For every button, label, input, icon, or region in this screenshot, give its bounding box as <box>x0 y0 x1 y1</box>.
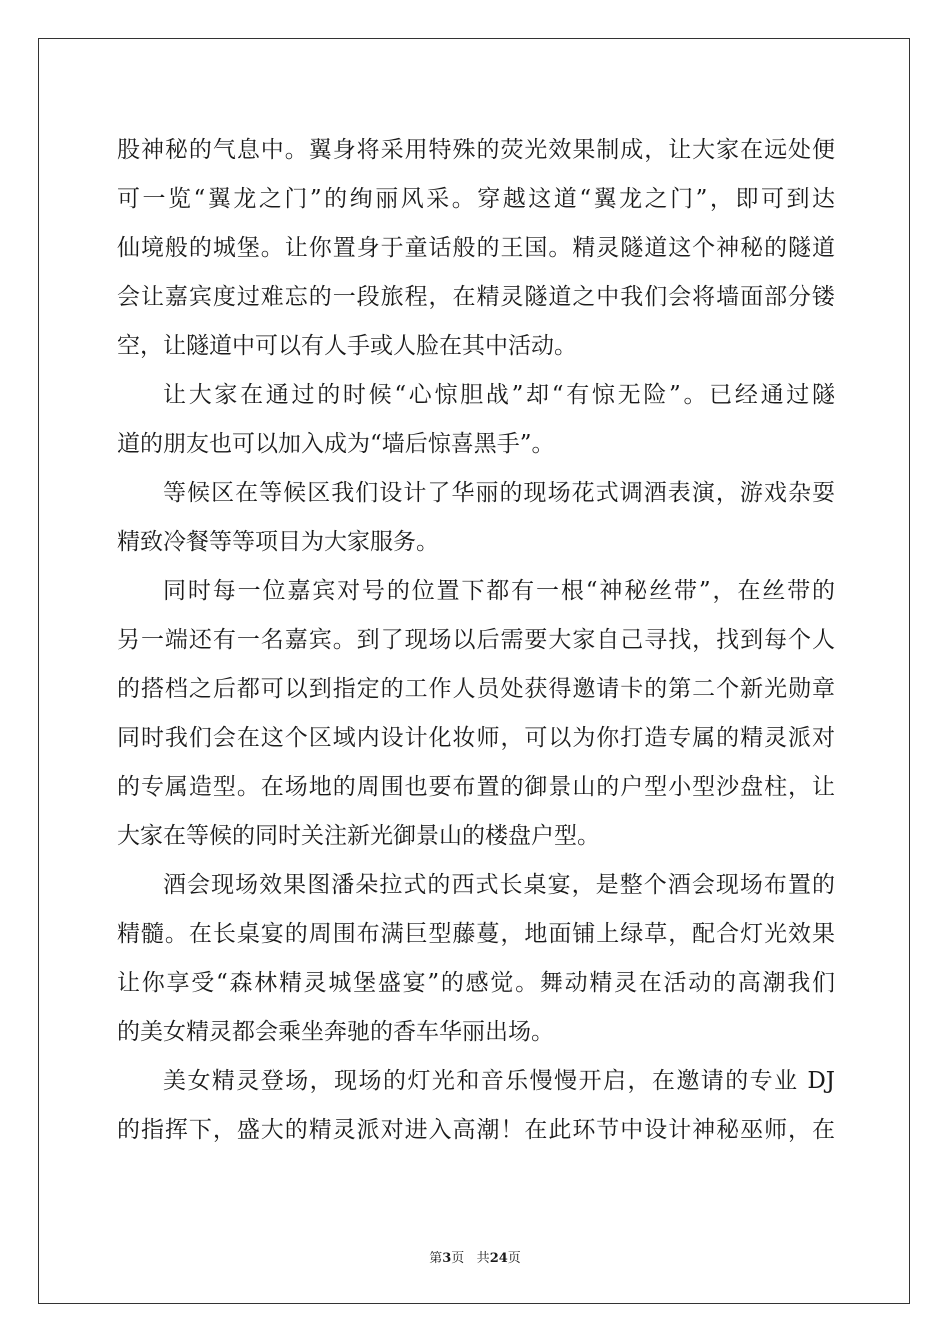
text-line: 仙境般的城堡。让你置身于童话般的王国。精灵隧道这个神秘的隧道 <box>117 235 835 261</box>
text-line: 股神秘的气息中。翼身将采用特殊的荧光效果制成，让大家在远处便 <box>117 137 835 163</box>
text-line: 的美女精灵都会乘坐奔驰的香车华丽出场。 <box>117 1019 554 1045</box>
page-prefix: 第 <box>429 1251 443 1266</box>
text-line: 精致冷餐等等项目为大家服务。 <box>117 529 439 555</box>
text-line: 大家在等候的同时关注新光御景山的楼盘户型。 <box>117 823 600 849</box>
text-line: 道的朋友也可以加入成为“墙后惊喜黑手”。 <box>117 431 555 457</box>
total-pages: 24 <box>489 1251 508 1266</box>
page-number: 3 <box>442 1251 452 1266</box>
text-line: 另一端还有一名嘉宾。到了现场以后需要大家自己寻找，找到每个人 <box>117 627 835 653</box>
text-line: 让你享受“森林精灵城堡盛宴”的感觉。舞动精灵在活动的高潮我们 <box>117 970 835 996</box>
text-line: 等候区在等候区我们设计了华丽的现场花式调酒表演，游戏杂耍 <box>163 480 835 506</box>
text-line: 的专属造型。在场地的周围也要布置的御景山的户型小型沙盘柱，让 <box>117 774 835 800</box>
page-suffix: 页 <box>451 1251 465 1266</box>
text-line: 酒会现场效果图潘朵拉式的西式长桌宴，是整个酒会现场布置的 <box>163 872 835 898</box>
total-prefix: 共 <box>476 1251 490 1266</box>
text-line: 可一览“翼龙之门”的绚丽风采。穿越这道“翼龙之门”，即可到达 <box>117 186 835 212</box>
text-line: 同时每一位嘉宾对号的位置下都有一根“神秘丝带”，在丝带的 <box>163 578 835 604</box>
text-line: 同时我们会在这个区域内设计化妆师，可以为你打造专属的精灵派对 <box>117 725 835 751</box>
text-line: 精髓。在长桌宴的周围布满巨型藤蔓，地面铺上绿草，配合灯光效果 <box>117 921 835 947</box>
total-suffix: 页 <box>507 1251 521 1266</box>
document-body <box>117 126 835 1155</box>
page-footer <box>0 1247 950 1266</box>
text-line: 的搭档之后都可以到指定的工作人员处获得邀请卡的第二个新光勋章 <box>117 676 835 702</box>
text-line: 美女精灵登场，现场的灯光和音乐慢慢开启，在邀请的专业 DJ <box>163 1068 835 1094</box>
text-line: 会让嘉宾度过难忘的一段旅程，在精灵隧道之中我们会将墙面部分镂 <box>117 284 835 310</box>
text-line: 让大家在通过的时候“心惊胆战”却“有惊无险”。已经通过隧 <box>163 382 835 408</box>
text-line: 空，让隧道中可以有人手或人脸在其中活动。 <box>117 333 577 359</box>
text-line: 的指挥下，盛大的精灵派对进入高潮！在此环节中设计神秘巫师，在 <box>117 1117 835 1143</box>
